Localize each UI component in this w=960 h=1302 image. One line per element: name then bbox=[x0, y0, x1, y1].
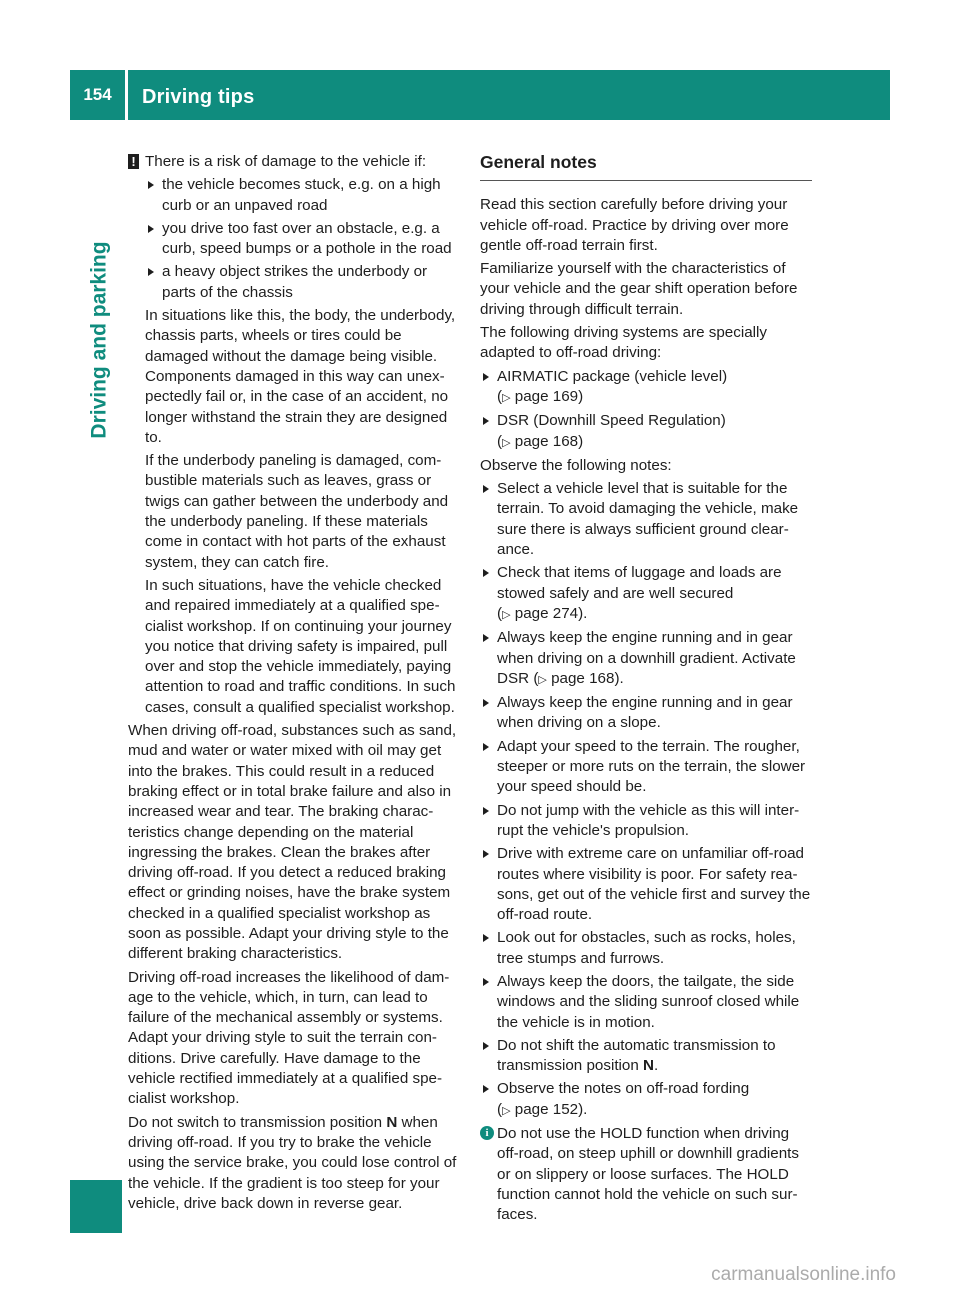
list-item bbox=[480, 563, 812, 625]
list-item: Always keep the engine running and in gear when driving on a slope. bbox=[480, 693, 812, 734]
list-item-text: Check that items of luggage and loads are stowed safely and are well secured bbox=[497, 564, 782, 602]
side-section-label bbox=[82, 225, 118, 455]
list-item bbox=[480, 367, 812, 409]
side-section-label-text: Driving and parking bbox=[88, 241, 112, 439]
list-item bbox=[480, 1079, 812, 1121]
warning-paragraph: In such situations, have the vehicle checked and repaired immediately at a qualified specialist workshop. If on continuing your journey you notice that driving safety is impaired, pull over and stop the vehicle immediately, paying attention to road and traffic conditions. In such cases, consult a qualified specialist workshop. bbox=[145, 576, 456, 716]
body-text: Do not switch to transmission position bbox=[128, 1113, 387, 1131]
page-reference-arrow-icon: ▷ bbox=[502, 1104, 511, 1117]
body-text: when driving off-road. If you try to brake the vehicle using the service brake, you could lose control of the vehicle. If the gradient is too steep for your vehicle, drive back down in reverse gear. bbox=[128, 1113, 457, 1212]
page-reference-text: page 168 bbox=[551, 669, 615, 687]
list-item: Always keep the doors, the tailgate, the side windows and the sliding sunroof closed while the vehicle is in motion. bbox=[480, 972, 812, 1033]
left-column bbox=[128, 152, 460, 1217]
warning-icon: ! bbox=[128, 154, 139, 169]
body-paragraph: Familiarize yourself with the characteristics of your vehicle and the gear shift operation before driving through difficult terrain. bbox=[480, 260, 798, 318]
warning-bullet-list bbox=[145, 175, 460, 303]
info-note bbox=[480, 1124, 812, 1225]
side-section-marker bbox=[70, 1180, 122, 1233]
page-number: 154 bbox=[83, 85, 112, 104]
list-item: the vehicle becomes stuck, e.g. on a high curb or an unpaved road bbox=[145, 175, 460, 216]
page-reference-arrow-icon: ▷ bbox=[502, 391, 511, 404]
list-item: Drive with extreme care on unfamiliar off-road routes where visibility is poor. For safety reasons, get out of the vehicle first and survey the off-road route. bbox=[480, 844, 812, 925]
page-reference-text: page 274 bbox=[514, 604, 579, 622]
gear-position-n: N bbox=[386, 1113, 398, 1131]
list-item-text: Do not shift the automatic transmission to transmission position bbox=[497, 1036, 776, 1075]
list-item: Do not jump with the vehicle as this will interrupt the vehicle's propulsion. bbox=[480, 801, 812, 842]
list-item: Adapt your speed to the terrain. The rougher, steeper or more ruts on the terrain, the slower your speed should be. bbox=[480, 737, 812, 798]
page-reference-text: page 152 bbox=[514, 1100, 579, 1118]
warning-intro: There is a risk of damage to the vehicle if: bbox=[145, 153, 427, 170]
list-item: Select a vehicle level that is suitable for the terrain. To avoid damaging the vehicle, make sure there is always sufficient ground clearance. bbox=[480, 479, 812, 560]
list-item-text: AIRMATIC package (vehicle level) bbox=[497, 367, 728, 385]
warning-block bbox=[128, 152, 460, 718]
notes-list bbox=[480, 479, 812, 1121]
page-reference-arrow-icon: ▷ bbox=[502, 608, 511, 621]
list-item bbox=[480, 411, 812, 453]
page-reference-arrow-icon: ▷ bbox=[502, 436, 511, 449]
body-paragraph bbox=[128, 1113, 460, 1214]
warning-paragraph: If the underbody paneling is damaged, combustible materials such as leaves, grass or twigs can gather between the underbody and the underbody paneling. If these materials come in contact with hot parts of the exhaust system, they can catch fire. bbox=[145, 452, 449, 571]
page-reference-text: page 168 bbox=[514, 432, 579, 450]
page-reference[interactable]: (▷ page 169) bbox=[497, 387, 584, 405]
page-reference[interactable]: (▷ page 168) bbox=[497, 432, 584, 450]
footer-watermark: carmanualsonline.info bbox=[711, 1264, 896, 1285]
body-paragraph: When driving off-road, substances such as sand, mud and water or water mixed with oil may get into the brakes. This could result in a reduced braking effect or in total brake failure and also in increased wear and tear. The braking characteristics change depending on the material ingressing the brakes. Clean the brakes after driving off-road. If you detect a reduced braking effect or grinding noises, have the brake system checked in a qualified specialist workshop as soon as possible. Adapt your driving style to the different braking characteristics. bbox=[128, 722, 457, 963]
right-column bbox=[480, 152, 812, 1229]
list-item: you drive too fast over an obstacle, e.g. a curb, speed bumps or a pothole in the road bbox=[145, 219, 460, 260]
page-reference-arrow-icon: ▷ bbox=[538, 673, 547, 686]
list-item: a heavy object strikes the underbody or parts of the chassis bbox=[145, 262, 460, 303]
page-reference[interactable]: (▷ page 168). bbox=[533, 669, 624, 687]
list-item: Do not shift the automatic transmission to transmission position N. bbox=[480, 1036, 812, 1077]
body-paragraph: Read this section carefully before driving your vehicle off-road. Practice by driving over more gentle off-road terrain first. bbox=[480, 196, 789, 254]
page-reference[interactable]: (▷ page 152). bbox=[497, 1100, 588, 1118]
driving-systems-list bbox=[480, 367, 812, 453]
list-item-text: DSR (Downhill Speed Regulation) bbox=[497, 412, 726, 430]
list-item: Look out for obstacles, such as rocks, holes, tree stumps and furrows. bbox=[480, 928, 812, 969]
info-text: Do not use the HOLD function when driving off-road, on steep uphill or downhill gradients or on slippery or loose surfaces. The HOLD function cannot hold the vehicle on such surfaces. bbox=[497, 1125, 799, 1224]
body-paragraph: The following driving systems are specially adapted to off-road driving: bbox=[480, 324, 767, 362]
list-item-text: Observe the notes on off-road fording bbox=[497, 1080, 750, 1098]
list-item-text: Always keep the engine running and in gear when driving on a downhill gradient. Activate DSR bbox=[497, 629, 796, 687]
page-title: Driving tips bbox=[142, 86, 255, 108]
body-paragraph: Driving off-road increases the likelihood of damage to the vehicle, which, in turn, can lead to failure of the mechanical assembly or systems. Adapt your driving style to suit the terrain conditions. Drive carefully. Have damage to the vehicle rectified immediately at a qualified specialist workshop. bbox=[128, 968, 450, 1108]
section-title: General notes bbox=[480, 152, 812, 181]
page-reference-text: page 169 bbox=[514, 387, 579, 405]
warning-paragraph: In situations like this, the body, the underbody, chassis parts, wheels or tires could be damaged without the damage being visible. Components damaged in this way can unexpectedly fail or, in the case of an accident, no longer withstand the strain they are designed to. bbox=[145, 307, 456, 446]
list-item bbox=[480, 628, 812, 690]
gear-position-n: N bbox=[643, 1057, 655, 1075]
body-paragraph: Observe the following notes: bbox=[480, 456, 672, 474]
info-icon: i bbox=[480, 1126, 494, 1140]
header-divider bbox=[125, 70, 128, 120]
page-reference[interactable]: (▷ page 274). bbox=[497, 604, 588, 622]
